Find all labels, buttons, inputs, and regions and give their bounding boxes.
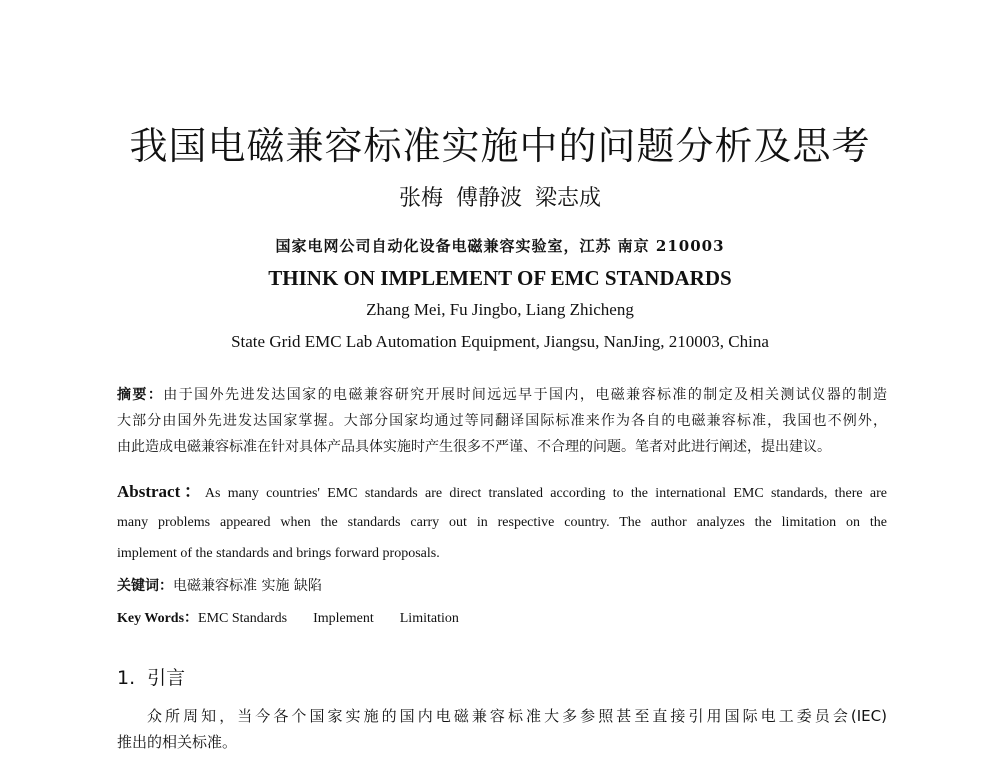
abstract-en-label: Abstract： <box>117 482 205 501</box>
abstract-en-line <box>117 482 887 502</box>
abstract-cn-text: 由于国外先进发达国家的电磁兼容研究开展时间远远早于国内，电磁兼容标准的制定及相关测试仪器的制造 <box>163 387 888 403</box>
body-line: 推出的相关标准。 <box>117 733 238 751</box>
keyword-en-item: Implement <box>313 611 374 626</box>
body-line: 众所周知，当今各个国家实施的国内电磁兼容标准大多参照甚至直接引用国际电工委员会(IEC) <box>147 707 887 725</box>
keywords-en-label: Key Words： <box>117 611 199 626</box>
keywords-cn-label: 关键词： <box>117 578 173 594</box>
affiliation-cn: 国家电网公司自动化设备电磁兼容实验室，江苏 南京 210003 <box>275 237 725 255</box>
keyword-cn-item: 电磁兼容标准 <box>173 578 257 594</box>
section-number: 1. <box>117 667 136 689</box>
authors-en: Zhang Mei, Fu Jingbo, Liang Zhicheng <box>366 300 634 319</box>
abstract-cn <box>117 385 887 463</box>
section-title: 引言 <box>147 667 186 689</box>
section-heading <box>117 665 185 691</box>
abstract-en-line: many problems appeared when the standards carry out in respective country. The author analyzes the limitation on the <box>117 515 887 530</box>
keyword-en-item: Limitation <box>399 611 459 626</box>
keyword-cn-item: 实施 <box>261 578 290 594</box>
abstract-cn-label: 摘要： <box>117 387 164 403</box>
abstract-cn-line <box>117 385 887 405</box>
abstract-en <box>117 482 887 575</box>
paper-title-en: THINK ON IMPLEMENT OF EMC STANDARDS <box>268 266 732 290</box>
paper-title-cn: 我国电磁兼容标准实施中的问题分析及思考 <box>129 124 871 168</box>
affiliation-en: State Grid EMC Lab Automation Equipment, Jiangsu, NanJing, 210003, China <box>231 332 769 351</box>
body-paragraph <box>117 703 887 755</box>
abstract-en-line: implement of the standards and brings forward proposals. <box>117 546 440 561</box>
abstract-cn-line: 由此造成电磁兼容标准在针对具体产品具体实施时产生很多不严谨、不合理的问题。笔者对此进行阐述，提出建议。 <box>117 439 831 455</box>
keywords-en <box>117 609 485 629</box>
abstract-cn-line: 大部分由国外先进发达国家掌握。大部分国家均通过等同翻译国际标准来作为各自的电磁兼容标准，我国也不例外， <box>117 413 887 429</box>
abstract-en-text: As many countries' EMC standards are direct translated according to the international EMC standards, there are <box>204 486 887 501</box>
keyword-cn-item: 缺陷 <box>293 578 322 594</box>
keyword-en-item: EMC Standards <box>198 611 288 626</box>
authors-cn: 张梅 傅静波 梁志成 <box>399 186 601 211</box>
keywords-cn <box>117 576 322 596</box>
